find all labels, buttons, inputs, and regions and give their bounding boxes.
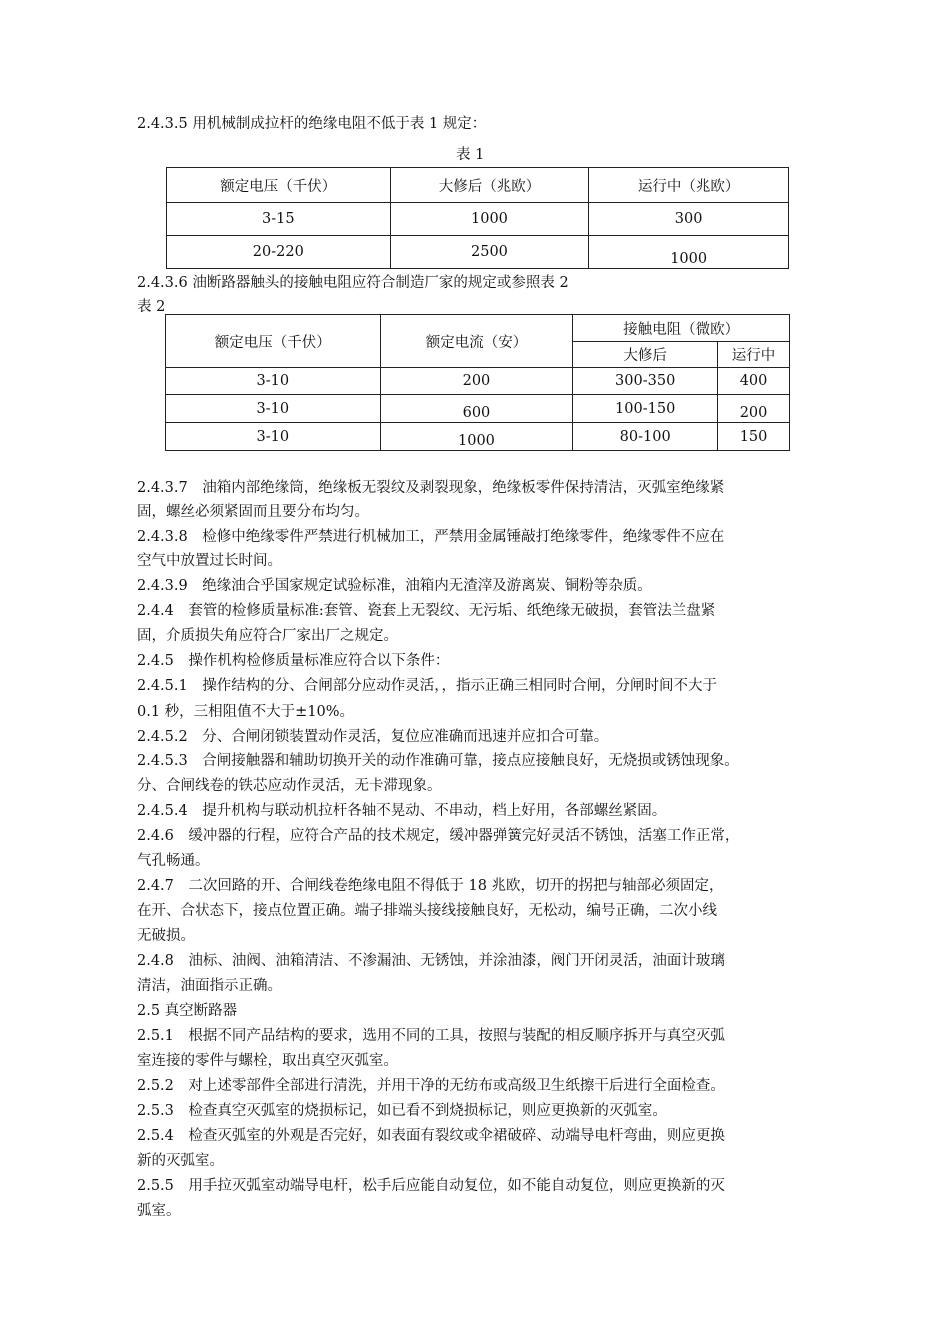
text-line: 空气中放置过长时间。: [137, 553, 282, 569]
text-line: 无破损。: [137, 928, 195, 944]
text-line: 2.4.7 二次回路的开、合闸线卷绝缘电阻不得低于 18 兆欧，切开的拐把与轴部必须固定，: [137, 878, 724, 894]
text-line: 2.4.4 套管的检修质量标准:套管、瓷套上无裂纹、无污垢、纸绝缘无破损，套管法兰盘紧: [137, 603, 716, 619]
table2-header-voltage: 额定电压（千伏）: [166, 315, 381, 368]
table2-cell: 300-350: [573, 368, 718, 395]
text-line: 气孔畅通。: [137, 853, 210, 869]
table1-cell: 3-15: [167, 203, 391, 236]
text-line: 2.5.4 检查灭弧室的外观是否完好，如表面有裂纹或伞裙破碎、动端导电杆弯曲，则应更换: [137, 1128, 725, 1144]
text-line: 2.4.5 操作机构检修质量标准应符合以下条件：: [137, 653, 450, 669]
table1-cell: 20-220: [167, 236, 391, 269]
text-line: 2.4.3.7 油箱内部绝缘筒，绝缘板无裂纹及剥裂现象，绝缘板零件保持清洁，灭弧室绝缘紧: [137, 480, 725, 496]
table1-caption: 表 1: [456, 147, 485, 163]
table-row: [166, 395, 790, 423]
text-line: 2.5.5 用手拉灭弧室动端导电杆，松手后应能自动复位，如不能自动复位，则应更换新的灭: [137, 1178, 725, 1194]
text-line: 分、合闸线卷的铁芯应动作灵活，无卡滞现象。: [137, 778, 442, 794]
table2-cell: 200: [718, 395, 790, 423]
table2-header-row: [166, 315, 790, 342]
clause-2-4-3-6: 2.4.3.6 油断路器触头的接触电阻应符合制造厂家的规定或参照表 2: [137, 275, 569, 291]
text-line: 2.4.6 缓冲器的行程，应符合产品的技术规定，缓冲器弹簧完好灵活不锈蚀，活塞工作正常，: [137, 828, 740, 844]
text-line: 2.4.5.1 操作结构的分、合闸部分应动作灵活，，指示正确三相同时合闸，分闸时间不大于: [137, 678, 717, 694]
table2-cell: 400: [718, 368, 790, 395]
table1-cell: 2500: [390, 236, 589, 269]
table2-cell: 100-150: [573, 395, 718, 423]
table1-header-in-operation: 运行中（兆欧）: [589, 168, 789, 203]
table-row: [167, 203, 789, 236]
table2-cell: 600: [380, 395, 573, 423]
table-row: [166, 423, 790, 451]
table2-cell: 3-10: [166, 423, 381, 451]
text-line: 2.5.1 根据不同产品结构的要求，选用不同的工具，按照与装配的相反顺序拆开与真空灭弧: [137, 1028, 725, 1044]
intro-line: 2.4.3.5 用机械制成拉杆的绝缘电阻不低于表 1 规定：: [137, 116, 487, 132]
table2-header-current: 额定电流（安）: [380, 315, 573, 368]
table2-cell: 150: [718, 423, 790, 451]
table2-header-resistance: 接触电阻（微欧）: [573, 315, 790, 342]
text-line: 0.1 秒，三相阻值不大于±10%。: [137, 704, 355, 720]
table-row: [167, 236, 789, 269]
table1-header-after-overhaul: 大修后（兆欧）: [390, 168, 589, 203]
text-line: 2.4.8 油标、油阀、油箱清洁、不渗漏油、无锈蚀，并涂油漆，阀门开闭灵活，油面计玻璃: [137, 953, 725, 969]
text-line: 2.5.3 检查真空灭弧室的烧损标记，如已看不到烧损标记，则应更换新的灭弧室。: [137, 1103, 667, 1119]
text-line: 2.4.3.9 绝缘油合乎国家规定试验标准，油箱内无渣滓及游离炭、铜粉等杂质。: [137, 578, 652, 594]
table2-cell: 1000: [380, 423, 573, 451]
table2-caption: 表 2: [137, 299, 166, 315]
table1-header-row: [167, 168, 789, 203]
section-heading: 2.5 真空断路器: [137, 1003, 238, 1019]
table-2: [165, 314, 790, 451]
text-line: 固，螺丝必须紧固而且要分布均匀。: [137, 504, 369, 520]
text-line: 2.5.2 对上述零部件全部进行清洗，并用干净的无纺布或高级卫生纸擦干后进行全面检查。: [137, 1078, 725, 1094]
text-line: 清洁，油面指示正确。: [137, 978, 282, 994]
text-line: 2.4.5.4 提升机构与联动机拉杆各轴不晃动、不串动，档上好用，各部螺丝紧固。: [137, 803, 667, 819]
text-line: 固，介质损失角应符合厂家出厂之规定。: [137, 628, 398, 644]
text-line: 在开、合状态下，接点位置正确。端子排端头接线接触良好，无松动，编号正确，二次小线: [137, 903, 717, 919]
table1-cell: 300: [589, 203, 789, 236]
table2-subheader-running: 运行中: [718, 342, 790, 368]
table2-cell: 80-100: [573, 423, 718, 451]
table-1: [166, 167, 789, 269]
table1-cell: 1000: [390, 203, 589, 236]
text-line: 2.4.5.3 合闸接触器和辅助切换开关的动作准确可靠，接点应接触良好，无烧损或锈蚀现象。: [137, 753, 739, 769]
table1-header-voltage: 额定电压（千伏）: [167, 168, 391, 203]
table-row: [166, 368, 790, 395]
table1-cell: 1000: [589, 236, 789, 269]
table2-cell: 3-10: [166, 368, 381, 395]
table2-cell: 3-10: [166, 395, 381, 423]
text-line: 2.4.3.8 检修中绝缘零件严禁进行机械加工，严禁用金属锤敲打绝缘零件，绝缘零件不应在: [137, 529, 725, 545]
table2-subheader-after: 大修后: [573, 342, 718, 368]
table2-cell: 200: [380, 368, 573, 395]
text-line: 新的灭弧室。: [137, 1153, 224, 1169]
text-line: 弧室。: [137, 1203, 181, 1219]
text-line: 室连接的零件与螺栓，取出真空灭弧室。: [137, 1053, 398, 1069]
text-line: 2.4.5.2 分、合闸闭锁装置动作灵活，复位应准确而迅速并应扣合可靠。: [137, 729, 609, 745]
